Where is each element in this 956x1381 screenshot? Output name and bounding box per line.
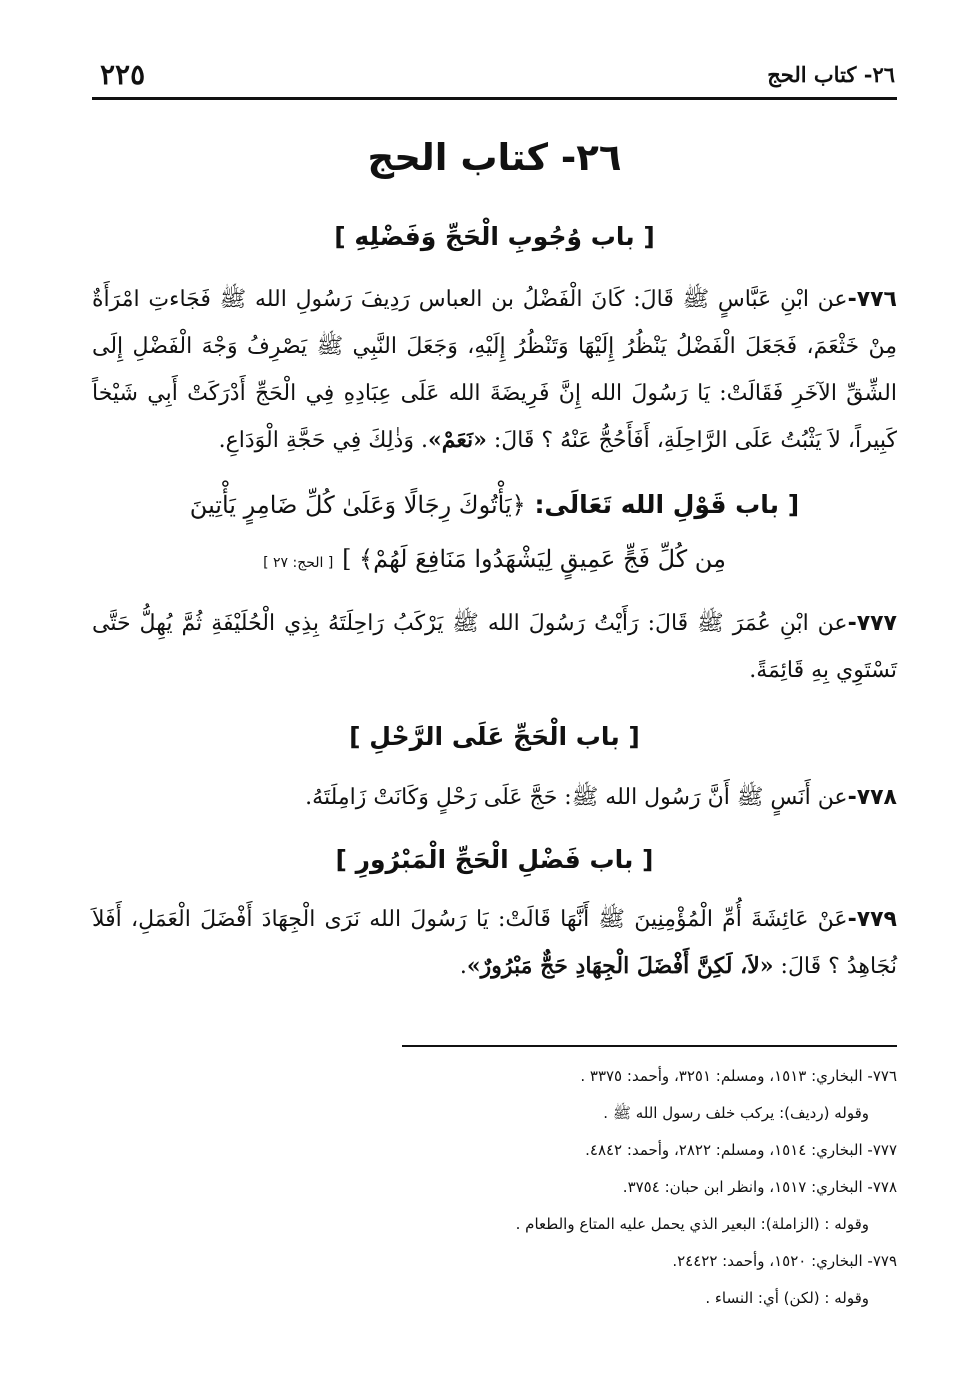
page-number: ٢٢٥ <box>100 58 146 91</box>
hadith-tail: . <box>459 954 467 979</box>
running-head <box>92 58 895 92</box>
hadith-number: ٧٧٧- <box>847 611 897 636</box>
hadith-text: عن أَنَسٍ ﷺ أَنَّ رَسُول الله ﷺ: حَجَّ عَلَى رَحْلٍ وَكَانَتْ زَامِلَتَهُ. <box>305 785 848 810</box>
hadith-777 <box>92 600 897 694</box>
verse-citation: [ الحج: ٢٧ ] <box>263 555 334 571</box>
prophet-quote: «نَعَمْ» <box>427 427 487 453</box>
hadith-number: ٧٧٩- <box>847 907 897 932</box>
hadith-776 <box>92 276 897 464</box>
hadith-text: عن ابْنِ عَبَّاسٍ ﷺ قَالَ: كَانَ الْفَضْلُ بن العباس رَدِيفَ رَسُولِ الله ﷺ فَجَاءتِ امْرَأَةٌ مِنْ خَثْعَمَ، فَجَعَلَ الْفَضْلُ يَنْظُرُ إِلَيْهَا وَتَنْظُرُ إِلَيْهِ، وَجَعَلَ النَّبِي ﷺ يَصْرِفُ وَجْهَ الْفَضْلِ إِلَى الشِّقِّ الآخَرِ فَقَالَتْ: يَا رَسُولَ الله إِنَّ فَرِيضَةَ الله عَلَى عِبَادِهِ فِي الْحَجِّ أَدْرَكَتْ أَبِي شَيْخاً كَبِيراً، لاَ يَثْبُتُ عَلَى الرَّاحِلَةِ، أَفَأَحُجُّ عَنْهُ ؟ قَالَ: <box>92 287 898 453</box>
hadith-tail: . وَذٰلِكَ فِي حَجَّةِ الْوَدَاعِ. <box>218 428 428 453</box>
hadith-779 <box>92 896 897 990</box>
prophet-quote: «لاَ، لَكِنَّ أَفْضَلَ الْجِهَادِ حَجٌّ مَبْرُورٌ» <box>466 953 774 979</box>
footnote: وقوله (رديف): يركب خلف رسول الله ﷺ . <box>603 1104 869 1122</box>
footnotes-divider <box>402 1045 897 1047</box>
hadith-778 <box>92 774 897 821</box>
hadith-text: عَنْ عَائِشَةَ أُمِّ الْمُؤْمِنِينَ ﷺ أَنَّهَا قَالَتْ: يَا رَسُولَ الله نَرَى الْجِهَادَ أَفْضَلَ الْعَمَلِ، أَفَلاَ نُجَاهِدُ ؟ قَالَ: <box>92 907 897 979</box>
footnotes <box>402 1058 897 1317</box>
footnote: ٧٧٦- البخاري: ١٥١٣، ومسلم: ٣٢٥١، وأحمد: ٣٣٧٥ . <box>580 1067 897 1085</box>
footnote: ٧٧٩- البخاري: ١٥٢٠، وأحمد: ٢٤٤٢٢. <box>672 1252 897 1270</box>
section-title-quran-verse <box>92 490 897 519</box>
hadith-number: ٧٧٦- <box>847 287 897 312</box>
chapter-title: ٢٦- كتاب الحج <box>367 136 622 179</box>
hadith-number: ٧٧٨- <box>847 785 897 810</box>
quran-verse-line1: ﴿يَأْتُوكَ رِجَالًا وَعَلَىٰ كُلِّ ضَامِرٍ يَأْتِينَ <box>189 491 526 519</box>
quran-verse-line2: مِن كُلِّ فَجٍّ عَمِيقٍ لِيَشْهَدُوا مَنَافِعَ لَهُمْ﴾ ] <box>342 545 726 573</box>
footnote: ٧٧٨- البخاري: ١٥١٧، وانظر ابن حبان: ٣٧٥٤. <box>622 1178 897 1196</box>
section-title-prefix: [ باب قَوْلِ الله تَعَالَى: <box>534 490 800 519</box>
header-divider <box>92 97 897 100</box>
footnote: وقوله : (لكن) أي: النساء . <box>705 1289 869 1307</box>
running-head-title: ٢٦- كتاب الحج <box>767 62 895 87</box>
hadith-text: عن ابْنِ عُمَرَ ﷺ قَالَ: رَأَيْتُ رَسُولَ الله ﷺ يَرْكَبُ رَاحِلَتَهُ بِذِي الْحُلَيْفَةِ ثُمَّ يُهِلُّ حَتَّى تَسْتَوِي بِهِ قَائِمَةً. <box>92 611 897 683</box>
footnote: وقوله : (الزاملة): البعير الذي يحمل عليه المتاع والطعام . <box>515 1215 869 1233</box>
section-title-hajj-on-saddle: [ باب الْحَجِّ عَلَى الرَّحْلِ ] <box>349 722 640 751</box>
section-title-accepted-hajj: [ باب فَضْلِ الْحَجِّ الْمَبْرُورِ ] <box>335 845 654 874</box>
section-title-hajj-obligation: [ باب وُجُوبِ الْحَجِّ وَفَضْلِهِ ] <box>334 222 655 251</box>
section-title-quran-verse-cont <box>92 544 897 573</box>
footnote: ٧٧٧- البخاري: ١٥١٤، ومسلم: ٢٨٢٢، وأحمد: ٤٨٤٢. <box>585 1141 897 1159</box>
